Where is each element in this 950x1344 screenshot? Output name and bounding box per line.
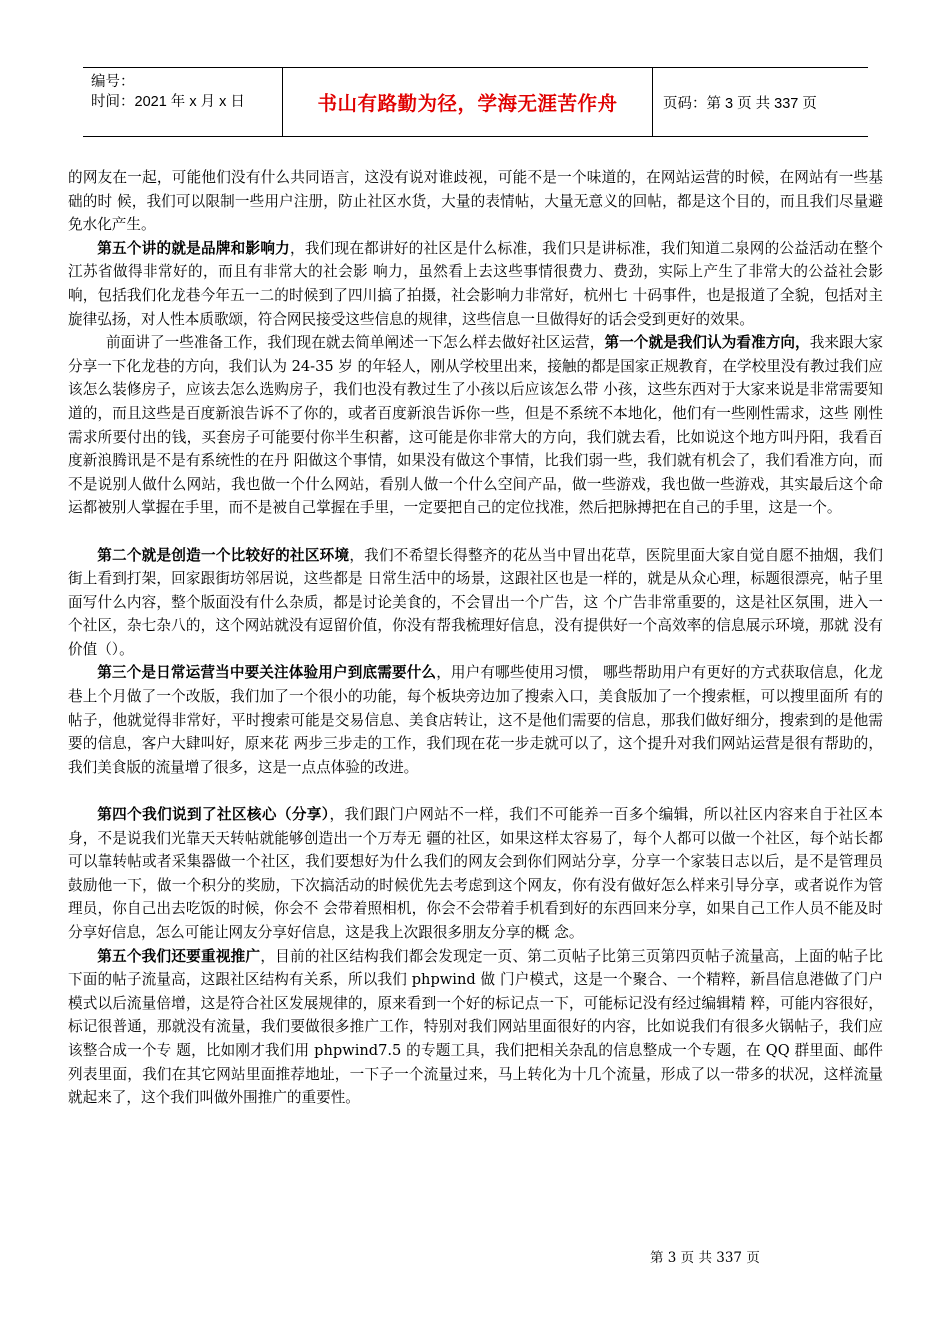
paragraph-text: ，我们不希望长得整齐的花丛当中冒出花草，医院里面大家自觉自愿不抽烟，我们街上看到打架，回家跟街坊邻居说，这些都是 日常生活中的场景，这跟社区也是一样的，就是从众心理，标题很漂亮，帖子里面写什么内容，整个版面没有什么杂质，都是讨论美食的，不会冒出一个广告，这 个广告非常重要的，这是社区氛围，进入一个社区，杂七杂八的，这个网站就没有逗留价值，你没有帮我梳理好信息，没有提供好一个高效率的信息展示环境，那就 没有价值（）。 (68, 546, 883, 658)
paragraph-text: ，我们跟门户网站不一样，我们不可能养一百多个编辑，所以社区内容来自于社区本身，不是说我们光靠天天转帖就能够创造出一个万寿无 疆的社区，如果这样太容易了，每个人都可以做一个社区，每个站长都可以靠转帖或者采集器做一个社区，我们要想好为什么我们的网友会到你们网站分享，分享一个家装日志以后，是不是管理员 鼓励他一下，做一个积分的奖励，下次搞活动的时候优先去考虑到这个网友，你有没有做好怎么样来引导分享，或者说作为管理员，你自己出去吃饭的时候，你会不 会带着照相机，你会不会带着手机看到好的东西回来分享，如果自己工作人员不能及时分享好信息，怎么可能让网友分享好信息，这是我上次跟很多朋友分享的概 念。 (68, 806, 883, 941)
paragraph-text: 我来跟大家分享一下化龙巷的方向，我们认为 24-35 岁 的年轻人，刚从学校里出来，接触的都是国家正规教育，在学校里没有教过我们应该怎么装修房子，应该去怎么选购房子，我们也没有教过生了小孩以后应该怎么带 小孩，这些东西对于大家来说是非常需要知道的，而且这些是百度新浪告诉不了你的，或者百度新浪告诉你一些，但是不系统不本地化，他们有一些刚性需求，这些 刚性需求所要付出的钱，买套房子可能要付你半生积蓄，这可能是你非常大的方向，我们就去看，比如说这个地方叫丹阳，我看百度新浪腾讯是不是有系统性的在丹 阳做这个事情，如果没有做这个事情，比我们弱一些，我们就有机会了，我们看准方向，而不是说别人做什么网站，我也做一个什么网站，看别人做一个什么空间产品，做一些游戏，我也做一些游戏，其实最后这个命运都被别人掌握在手里，而不是被自己掌握在手里，一定要把自己的定位找准，然后把脉搏把在自己的手里，这是一个。 (68, 334, 883, 517)
paragraph-heading: 第一个就是我们认为看准方向， (604, 334, 810, 352)
paragraph-community-environment (68, 544, 883, 662)
paragraph-heading: 第五个我们还要重视推广 (97, 947, 261, 965)
paragraph-sharing-core (68, 803, 883, 945)
paragraph-direction (68, 331, 883, 520)
blank-line (68, 520, 883, 544)
paragraph-heading: 第五个讲的就是品牌和影响力 (97, 239, 290, 257)
paragraph-text: ，目前的社区结构我们都会发现定一页、第二页帖子比第三页第四页帖子流量高，上面的帖子比下面的帖子流量高，这跟社区结构有关系，所以我们 phpwind 做 门户模式，这是一个聚合、一个精粹，新昌信息港做了门户模式以后流量倍增，这是符合社区发展规律的，原来看到一个好的标记点一下，可能标记没有经过编辑精 粹，可能内容很好，标记很普通，那就没有流量，我们要做很多推广工作，特别对我们网站里面很好的内容，比如说我们有很多火锅帖子，我们应该整合成一个专 题，比如刚才我们用 phpwind7.5 的专题工具，我们把相关杂乱的信息整成一个专题，在 QQ 群里面、邮件列表里面，我们在其它网站里面推荐地址，一下子一个流量过来，马上转化为十几个流量，形成了以一带多的状况，这样流量就起来了，这个我们叫做外围推广的重要性。 (68, 947, 883, 1107)
paragraph-heading: 第三个是日常运营当中要关注体验用户到底需要什么 (97, 664, 437, 682)
paragraph-heading: 第四个我们说到了社区核心（分享） (97, 806, 330, 824)
paragraph-user-experience (68, 661, 883, 779)
paragraph-text: ，用户有哪些使用习惯， 哪些帮助用户有更好的方式获取信息，化龙巷上个月做了一个改版，我们加了一个很小的功能，每个板块旁边加了搜索入口，美食版加了一个搜索框，可以搜里面所 有的帖子，他就觉得非常好，平时搜索可能是交易信息、美食店转让，这不是他们需要的信息，那我们做好细分，搜索到的是他需要的信息，客户大肆叫好，原来花 两步三步走的工作，我们现在花一步走就可以了，这个提升对我们网站运营是很有帮助的，我们美食版的流量增了很多，这是一点点体验的改进。 (68, 664, 883, 776)
header-page-info: 页码：第 3 页 共 337 页 (663, 95, 817, 112)
paragraph-brand-influence (68, 237, 883, 331)
page-footer: 第 3 页 共 337 页 (650, 1250, 760, 1266)
paragraph-continuation: 的网友在一起，可能他们没有什么共同语言，这没有说对谁歧视，可能不是一个味道的，在网站运营的时候，在网站有一些基础的时 候，我们可以限制一些用户注册，防止社区水货，大量的表情帖，大量无意义的回帖，都是这个目的，而且我们尽量避免水化产生。 (68, 169, 883, 234)
blank-line (68, 779, 883, 803)
paragraph-text: 前面讲了一些准备工作，我们现在就去简单阐述一下怎么样去做好社区运营， (105, 334, 605, 352)
paragraph-heading: 第二个就是创造一个比较好的社区环境 (97, 546, 350, 564)
header-motto: 书山有路勤为径，学海无涯苦作舟 (283, 68, 653, 136)
document-time-label: 时间：2021 年 x 月 x 日 (91, 94, 245, 110)
document-body (68, 166, 883, 1110)
header-meta (83, 68, 283, 136)
page-header (83, 67, 868, 137)
paragraph-text: ，我们现在都讲好的社区是什么标准，我们只是讲标准，我们知道二泉网的公益活动在整个江苏省做得非常好的，而且有非常大的社会影 响力，虽然看上去这些事情很费力、费劲，实际上产生了非常大的公益社会影响，包括我们化龙巷今年五一二的时候到了四川搞了拍摄，社会影响力非常好，杭州七 十码事件，也是报道了全貌，包括对主旋律弘扬，对人性本质歌颂，符合网民接受这些信息的规律，这些信息一旦做得好的话会受到更好的效果。 (68, 239, 883, 328)
paragraph-promotion (68, 945, 883, 1110)
document-number-label: 编号： (91, 74, 135, 90)
